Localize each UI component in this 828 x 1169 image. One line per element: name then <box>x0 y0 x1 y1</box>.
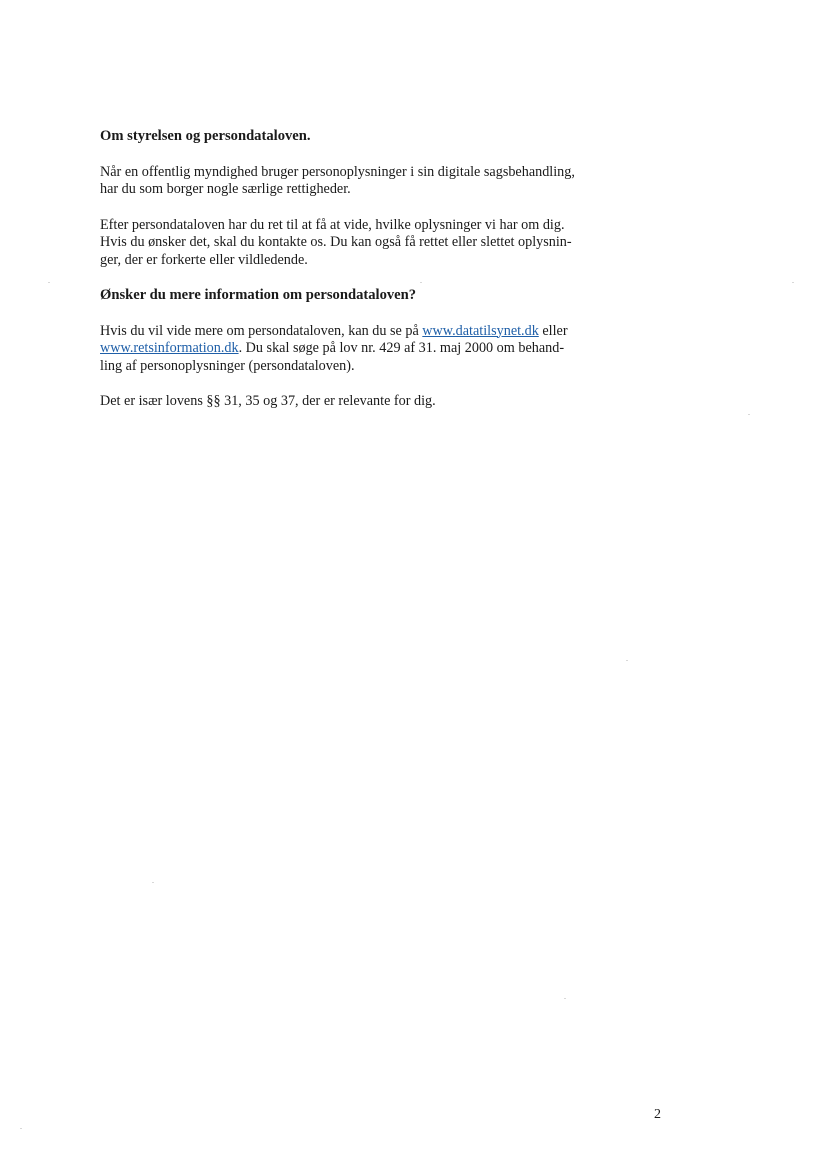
scan-speck <box>748 414 750 415</box>
text-fragment: Hvis du vil vide mere om persondataloven, kan du se på <box>100 322 423 339</box>
datatilsynet-link[interactable]: www.datatilsynet.dk <box>422 322 539 339</box>
text-line: Det er især lovens §§ 31, 35 og 37, der er relevante for dig. <box>100 393 436 409</box>
text-line: Efter persondataloven har du ret til at få at vide, hvilke oplysninger vi har om dig. <box>100 216 565 233</box>
section-heading-about: Om styrelsen og persondataloven. <box>100 128 311 144</box>
scan-speck <box>20 1128 22 1129</box>
page-number: 2 <box>654 1107 661 1122</box>
retsinformation-link[interactable]: www.retsinformation.dk <box>100 340 239 356</box>
text-fragment: eller <box>538 322 568 339</box>
scan-speck <box>626 660 628 661</box>
text-line: Hvis du ønsker det, skal du kontakte os. Du kan også få rettet eller slettet oplysnin- <box>100 234 572 250</box>
paragraph-relevant-sections <box>100 393 620 411</box>
paragraph-rights-intro <box>100 164 620 199</box>
scan-speck <box>792 282 794 283</box>
text-line: ling af personoplysninger (persondataloven). <box>100 357 355 374</box>
text-line: har du som borger nogle særlige rettigheder. <box>100 181 351 197</box>
paragraph-access-rights <box>100 217 620 270</box>
scan-speck <box>564 998 566 999</box>
scan-speck <box>420 282 422 283</box>
document-body <box>100 128 620 429</box>
text-line <box>100 340 620 358</box>
text-line <box>100 323 620 341</box>
text-fragment: . Du skal søge på lov nr. 429 af 31. maj 2000 om behand- <box>238 340 565 356</box>
text-line: ger, der er forkerte eller vildledende. <box>100 251 308 268</box>
paragraph-more-info <box>100 323 620 376</box>
section-heading-more-info: Ønsker du mere information om persondataloven? <box>100 287 417 303</box>
scan-speck <box>152 882 154 883</box>
scan-speck <box>48 282 50 283</box>
text-line: Når en offentlig myndighed bruger personoplysninger i sin digitale sagsbehandling, <box>100 163 575 180</box>
